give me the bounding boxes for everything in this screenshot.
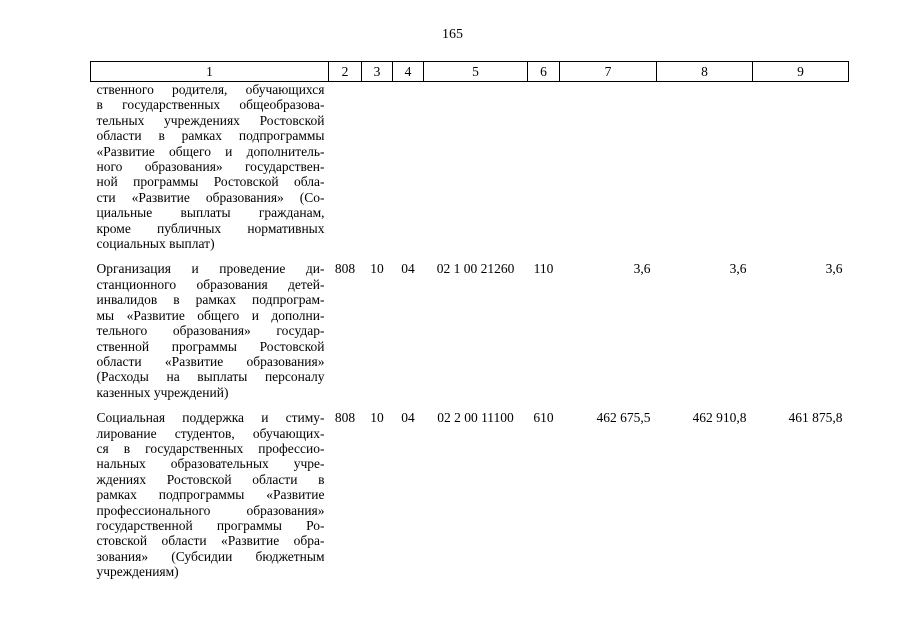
cell-amount: 3,6 bbox=[633, 261, 651, 277]
column-header: 6 bbox=[528, 62, 560, 82]
row-spacer bbox=[91, 400, 849, 410]
cell-section: 10 bbox=[370, 410, 384, 426]
cell-target-article: 02 1 00 21260 bbox=[436, 261, 515, 277]
column-header: 7 bbox=[560, 62, 657, 82]
description-line: Организация и проведение ди- bbox=[96, 261, 325, 277]
description-line: стовской области «Развитие обра- bbox=[96, 533, 325, 549]
row-description bbox=[91, 261, 329, 400]
column-header: 8 bbox=[657, 62, 753, 82]
cell-expense-type: 610 bbox=[533, 410, 554, 426]
description-line: ственной программы Ростовской bbox=[96, 338, 325, 354]
description-line: государственной программы Ро- bbox=[96, 517, 325, 533]
cell-amount bbox=[753, 82, 849, 252]
description-line: циальные выплаты гражданам, bbox=[96, 205, 325, 221]
cell-target-article bbox=[424, 82, 528, 252]
cell-subsection: 04 bbox=[401, 261, 415, 277]
description-line: ной программы Ростовской обла- bbox=[96, 174, 325, 190]
description-line: ся в государственных профессио- bbox=[96, 440, 325, 456]
table-row bbox=[91, 82, 849, 252]
description-line: казенных учреждений) bbox=[96, 384, 229, 400]
column-header: 4 bbox=[393, 62, 424, 82]
row-description bbox=[91, 410, 329, 579]
description-line: учреждениям) bbox=[96, 564, 179, 580]
column-header: 2 bbox=[329, 62, 362, 82]
column-header: 5 bbox=[424, 62, 528, 82]
description-line: рамках подпрограммы «Развитие bbox=[96, 487, 325, 503]
cell-section bbox=[362, 82, 393, 252]
description-line: станционного образования детей- bbox=[96, 276, 325, 292]
cell-amount: 462 910,8 bbox=[692, 410, 747, 426]
table-row bbox=[91, 410, 849, 579]
cell-section: 10 bbox=[370, 261, 384, 277]
cell-amount bbox=[657, 82, 753, 252]
description-line: в государственных общеобразова- bbox=[96, 97, 325, 113]
column-header: 9 bbox=[753, 62, 849, 82]
description-line: кроме публичных нормативных bbox=[96, 220, 325, 236]
description-line: области «Развитие образования» bbox=[96, 353, 325, 369]
row-description bbox=[91, 82, 329, 252]
column-number-header bbox=[91, 62, 849, 82]
page-number: 165 bbox=[442, 27, 463, 42]
cell-target-article: 02 2 00 11100 bbox=[437, 410, 514, 426]
cell-subsection bbox=[393, 82, 424, 252]
description-line: ного образования» государствен- bbox=[96, 159, 325, 175]
description-line: сти «Развитие образования» (Со- bbox=[96, 189, 325, 205]
column-header: 3 bbox=[362, 62, 393, 82]
cell-expense-type bbox=[528, 82, 560, 252]
description-line: социальных выплат) bbox=[96, 236, 215, 252]
cell-expense-type: 110 bbox=[533, 261, 554, 277]
table-row bbox=[91, 261, 849, 400]
cell-ministry-code bbox=[329, 82, 362, 252]
description-line: профессионального образования» bbox=[96, 502, 325, 518]
budget-table bbox=[90, 61, 849, 580]
description-line: «Развитие общего и дополнитель- bbox=[96, 143, 325, 159]
cell-amount: 461 875,8 bbox=[788, 410, 843, 426]
row-spacer bbox=[91, 251, 849, 261]
cell-amount bbox=[560, 82, 657, 252]
column-header: 1 bbox=[91, 62, 329, 82]
description-line: области в рамках подпрограммы bbox=[96, 128, 325, 144]
description-line: зования» (Субсидии бюджетным bbox=[96, 548, 325, 564]
cell-amount: 462 675,5 bbox=[596, 410, 651, 426]
cell-subsection: 04 bbox=[401, 410, 415, 426]
cell-amount: 3,6 bbox=[825, 261, 843, 277]
description-line: тельных учреждениях Ростовской bbox=[96, 112, 325, 128]
description-line: тельного образования» государ- bbox=[96, 323, 325, 339]
description-line: мы «Развитие общего и дополни- bbox=[96, 307, 325, 323]
description-line: нальных образовательных учре- bbox=[96, 456, 325, 472]
cell-ministry-code: 808 bbox=[334, 410, 356, 426]
description-line: (Расходы на выплаты персоналу bbox=[96, 369, 325, 385]
cell-ministry-code: 808 bbox=[334, 261, 356, 277]
description-line: ственного родителя, обучающихся bbox=[96, 82, 325, 97]
description-line: лирование студентов, обучающих- bbox=[96, 425, 325, 441]
description-line: Социальная поддержка и стиму- bbox=[96, 410, 325, 426]
cell-amount: 3,6 bbox=[729, 261, 747, 277]
description-line: ждениях Ростовской области в bbox=[96, 471, 325, 487]
description-line: инвалидов в рамках подпрограм- bbox=[96, 292, 325, 308]
